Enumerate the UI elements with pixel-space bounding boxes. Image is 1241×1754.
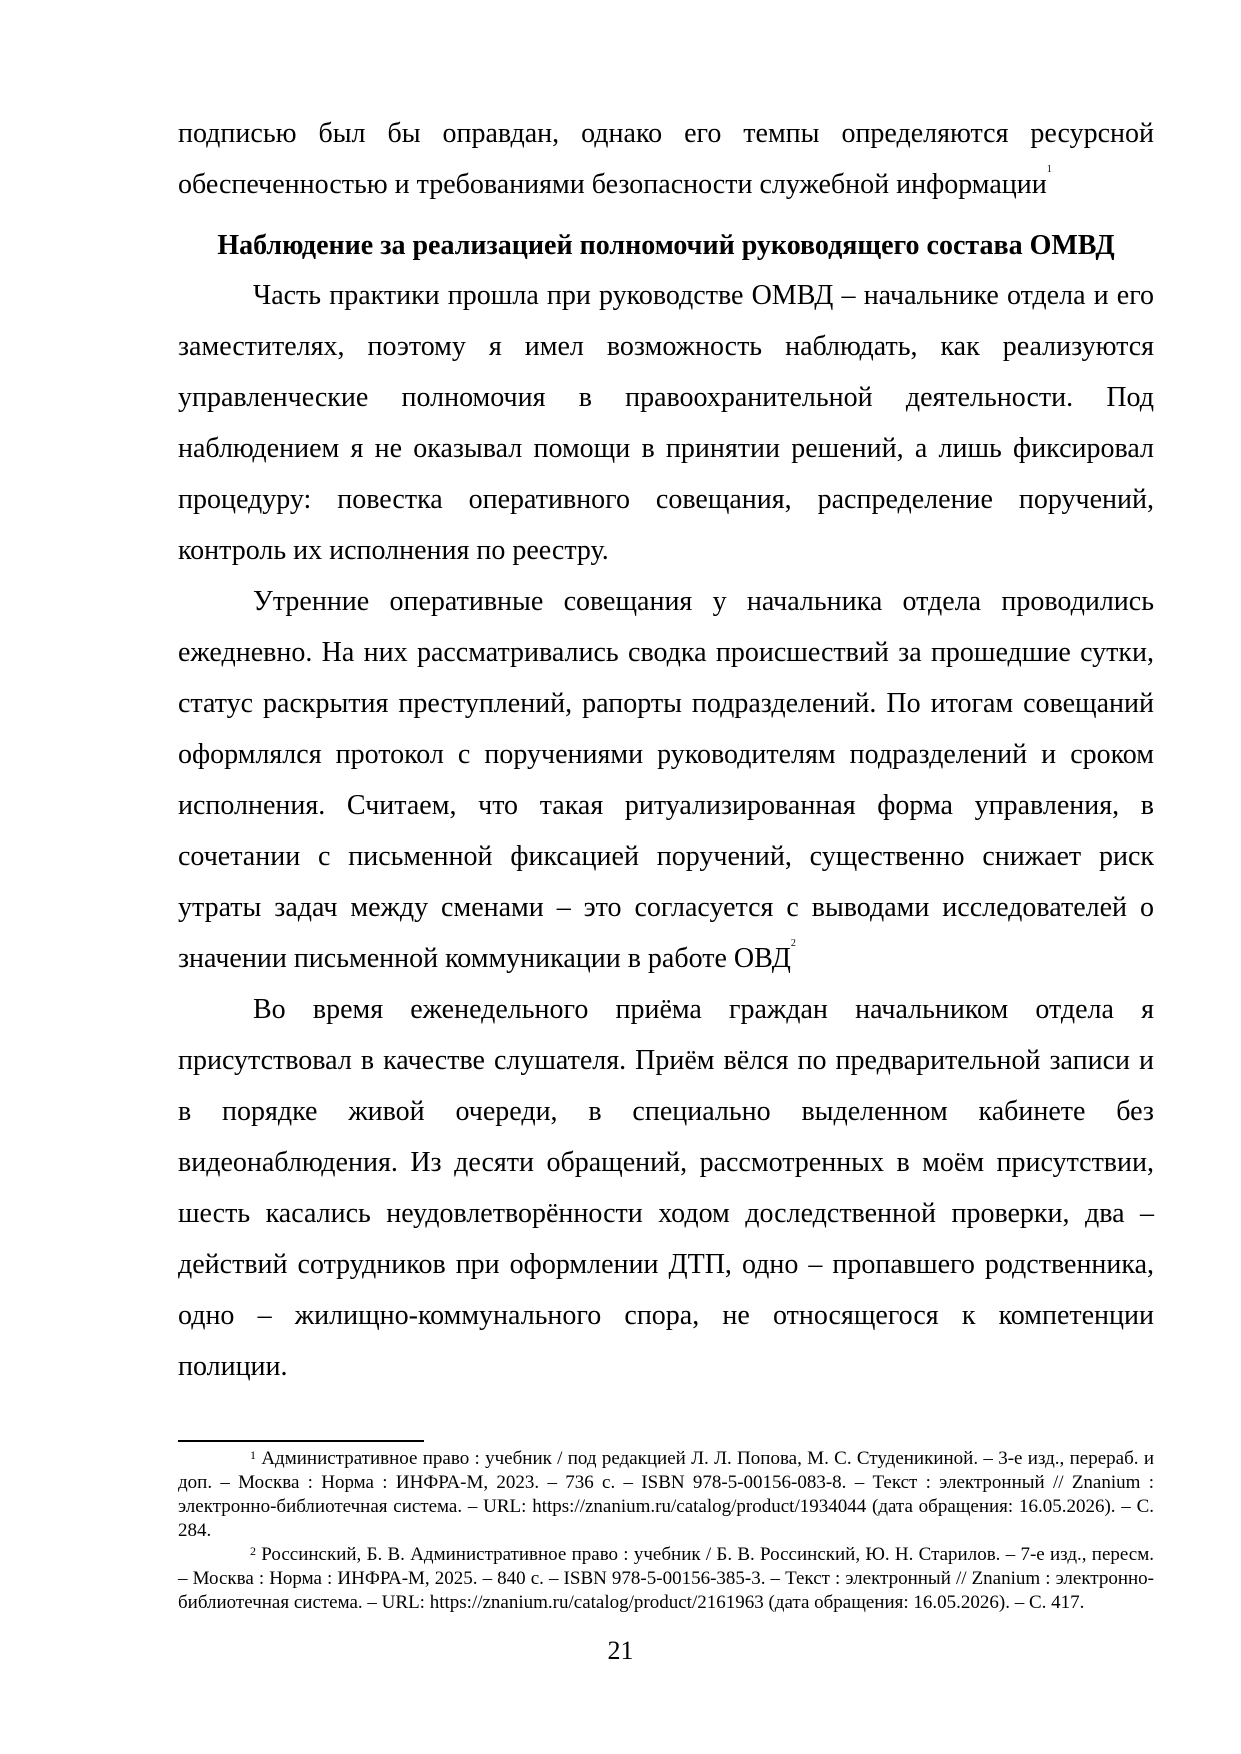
footnote-ref-1[interactable]: 1 xyxy=(1046,164,1052,175)
paragraph-text: Часть практики прошла при руководстве ОМВД – начальнике отдела и его заместителях, поэтому я имел возможность наблюдать, как реализуются управленческие полномочия в правоохранительной деятельности. Под наблюдением я не оказывал помощи в принятии решений, а лишь фиксировал процедуру: повестка оперативного совещания, распределение поручений, контроль их исполнения по реестру. xyxy=(178,280,1154,566)
body-paragraph xyxy=(178,984,1154,1392)
footnote-item xyxy=(178,1447,1154,1543)
footnote-text: Административное право : учебник / под редакцией Л. Л. Попова, М. С. Студеникиной. – 3-е изд., перераб. и доп. – Москва : Норма : ИНФРА-М, 2023. – 736 с. – ISBN 978-5-00156-083-8. – Текст : электронный // Znanium : электронно-библиотечная система. – URL: https://znanium.ru/catalog/product/1934044 (дата обращения: 16.05.2026). – С. 284. xyxy=(178,1448,1155,1541)
section-heading: Наблюдение за реализацией полномочий руководящего состава ОМВД xyxy=(217,230,1115,261)
continuation-paragraph xyxy=(178,108,1154,210)
footnote-number: 2 xyxy=(250,1544,256,1558)
page-number: 21 xyxy=(607,1636,634,1665)
paragraph-text: Утренние оперативные совещания у начальника отдела проводились ежедневно. На них рассматривались сводка происшествий за прошедшие сутки, статус раскрытия преступлений, рапорты подразделений. По итогам совещаний оформлялся протокол с поручениями руководителям подразделений и сроком исполнения. Считаем, что такая ритуализированная форма управления, в сочетании с письменной фиксацией поручений, существенно снижает риск утраты задач между сменами – это согласуется с выводами исследователей о значении письменной коммуникации в работе ОВД xyxy=(178,586,1154,974)
continuation-text: подписью был бы оправдан, однако его темпы определяются ресурсной обеспеченностью и требованиями безопасности служебной информации xyxy=(178,118,1154,200)
body-paragraph xyxy=(178,576,1154,984)
page-body xyxy=(178,108,1154,1392)
footnote-number: 1 xyxy=(250,1448,256,1462)
footnotes xyxy=(178,1447,1154,1615)
footnote-text: Россинский, Б. В. Административное право : учебник / Б. В. Россинский, Ю. Н. Старилов. – 7-е изд., пересм. – Москва : Норма : ИНФРА-М, 2025. – 840 с. – ISBN 978-5-00156-385-3. – Текст : электронный // Znanium : электронно-библиотечная система. – URL: https://znanium.ru/catalog/product/2161963 (дата обращения: 16.05.2026). – С. 417. xyxy=(178,1544,1154,1613)
footnote-item xyxy=(178,1543,1154,1615)
body-paragraph xyxy=(178,270,1154,576)
footnote-separator xyxy=(178,1440,424,1442)
paragraph-text: Во время еженедельного приёма граждан начальником отдела я присутствовал в качестве слушателя. Приём вёлся по предварительной записи и в порядке живой очереди, в специально выделенном кабинете без видеонаблюдения. Из десяти обращений, рассмотренных в моём присутствии, шесть касались неудовлетворённости ходом доследственной проверки, два – действий сотрудников при оформлении ДТП, одно – пропавшего родственника, одно – жилищно-коммунального спора, не относящегося к компетенции полиции. xyxy=(178,994,1154,1382)
footnote-ref-2[interactable]: 2 xyxy=(790,938,796,949)
